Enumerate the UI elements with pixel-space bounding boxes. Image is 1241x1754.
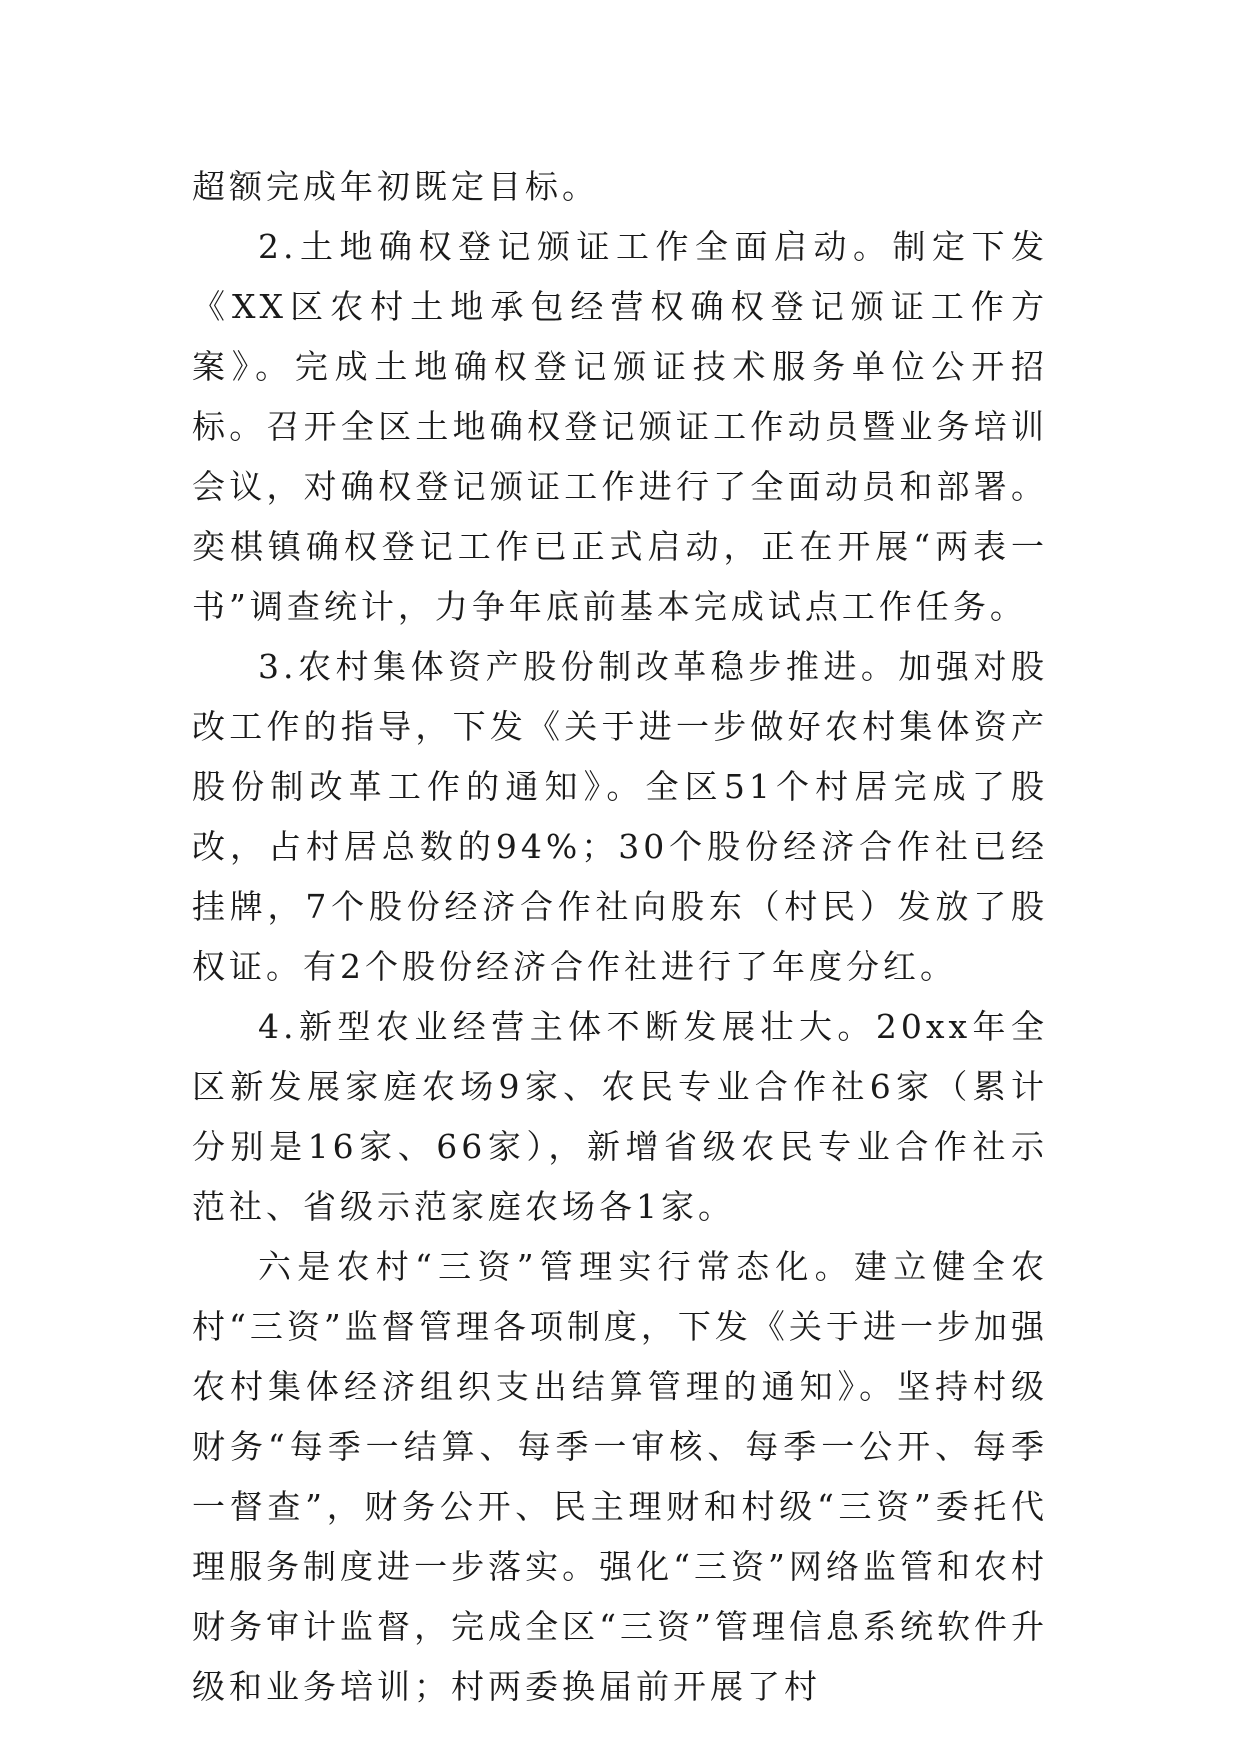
paragraph-continuation: 超额完成年初既定目标。 <box>192 167 599 206</box>
paragraph-new-entities: 4.新型农业经营主体不断发展壮大。20xx年全区新发展家庭农场9家、农民专业合作社6家（累计分别是16家、66家），新增省级农民专业合作社示范社、省级示范家庭农场各1家。 <box>192 1007 1048 1226</box>
paragraph-land-rights: 2.土地确权登记颁证工作全面启动。制定下发《XX区农村土地承包经营权确权登记颁证工作方案》。完成土地确权登记颁证技术服务单位公开招标。召开全区土地确权登记颁证工作动员暨业务培训会议，对确权登记颁证工作进行了全面动员和部署。奕棋镇确权登记工作已正式启动，正在开展“两表一书”调查统计，力争年底前基本完成试点工作任务。 <box>192 227 1048 626</box>
paragraph-shareholding-reform: 3.农村集体资产股份制改革稳步推进。加强对股改工作的指导，下发《关于进一步做好农村集体资产股份制改革工作的通知》。全区51个村居完成了股改，占村居总数的94%；30个股份经济合作社已经挂牌，7个股份经济合作社向股东（村民）发放了股权证。有2个股份经济合作社进行了年度分红。 <box>192 647 1048 986</box>
document-body <box>192 157 1048 1717</box>
paragraph-three-assets: 六是农村“三资”管理实行常态化。建立健全农村“三资”监督管理各项制度，下发《关于进一步加强农村集体经济组织支出结算管理的通知》。坚持村级财务“每季一结算、每季一审核、每季一公开、每季一督查”，财务公开、民主理财和村级“三资”委托代理服务制度进一步落实。强化“三资”网络监管和农村财务审计监督，完成全区“三资”管理信息系统软件升级和业务培训；村两委换届前开展了村 <box>192 1247 1048 1706</box>
